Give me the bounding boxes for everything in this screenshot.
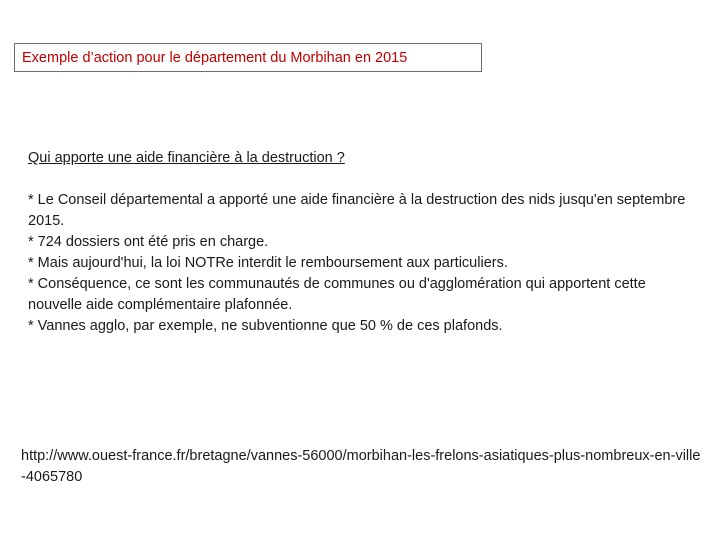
paragraph-vannes-agglo: * Vannes agglo, par exemple, ne subventionne que 50 % de ces plafonds. bbox=[28, 318, 503, 334]
question-heading: Qui apporte une aide financière à la destruction ? bbox=[28, 150, 345, 166]
page-title: Exemple d’action pour le département du Morbihan en 2015 bbox=[22, 49, 408, 66]
paragraph-loi-notre: * Mais aujourd'hui, la loi NOTRe interdit le remboursement aux particuliers. bbox=[28, 255, 508, 271]
body-text bbox=[28, 190, 698, 337]
paragraph-dossiers: * 724 dossiers ont été pris en charge. bbox=[28, 234, 269, 250]
paragraph-conseil: * Le Conseil départemental a apporté une aide financière à la destruction des nids jusqu'en septembre 2015. bbox=[28, 192, 686, 229]
source-link[interactable]: http://www.ouest-france.fr/bretagne/vannes-56000/morbihan-les-frelons-asiatiques-plus-nombreux-en-ville-4065780 bbox=[21, 448, 701, 485]
paragraph-consequence: * Conséquence, ce sont les communautés de communes ou d'agglomération qui apportent cette nouvelle aide complémentaire plafonnée. bbox=[28, 276, 646, 313]
title-box bbox=[14, 43, 482, 72]
